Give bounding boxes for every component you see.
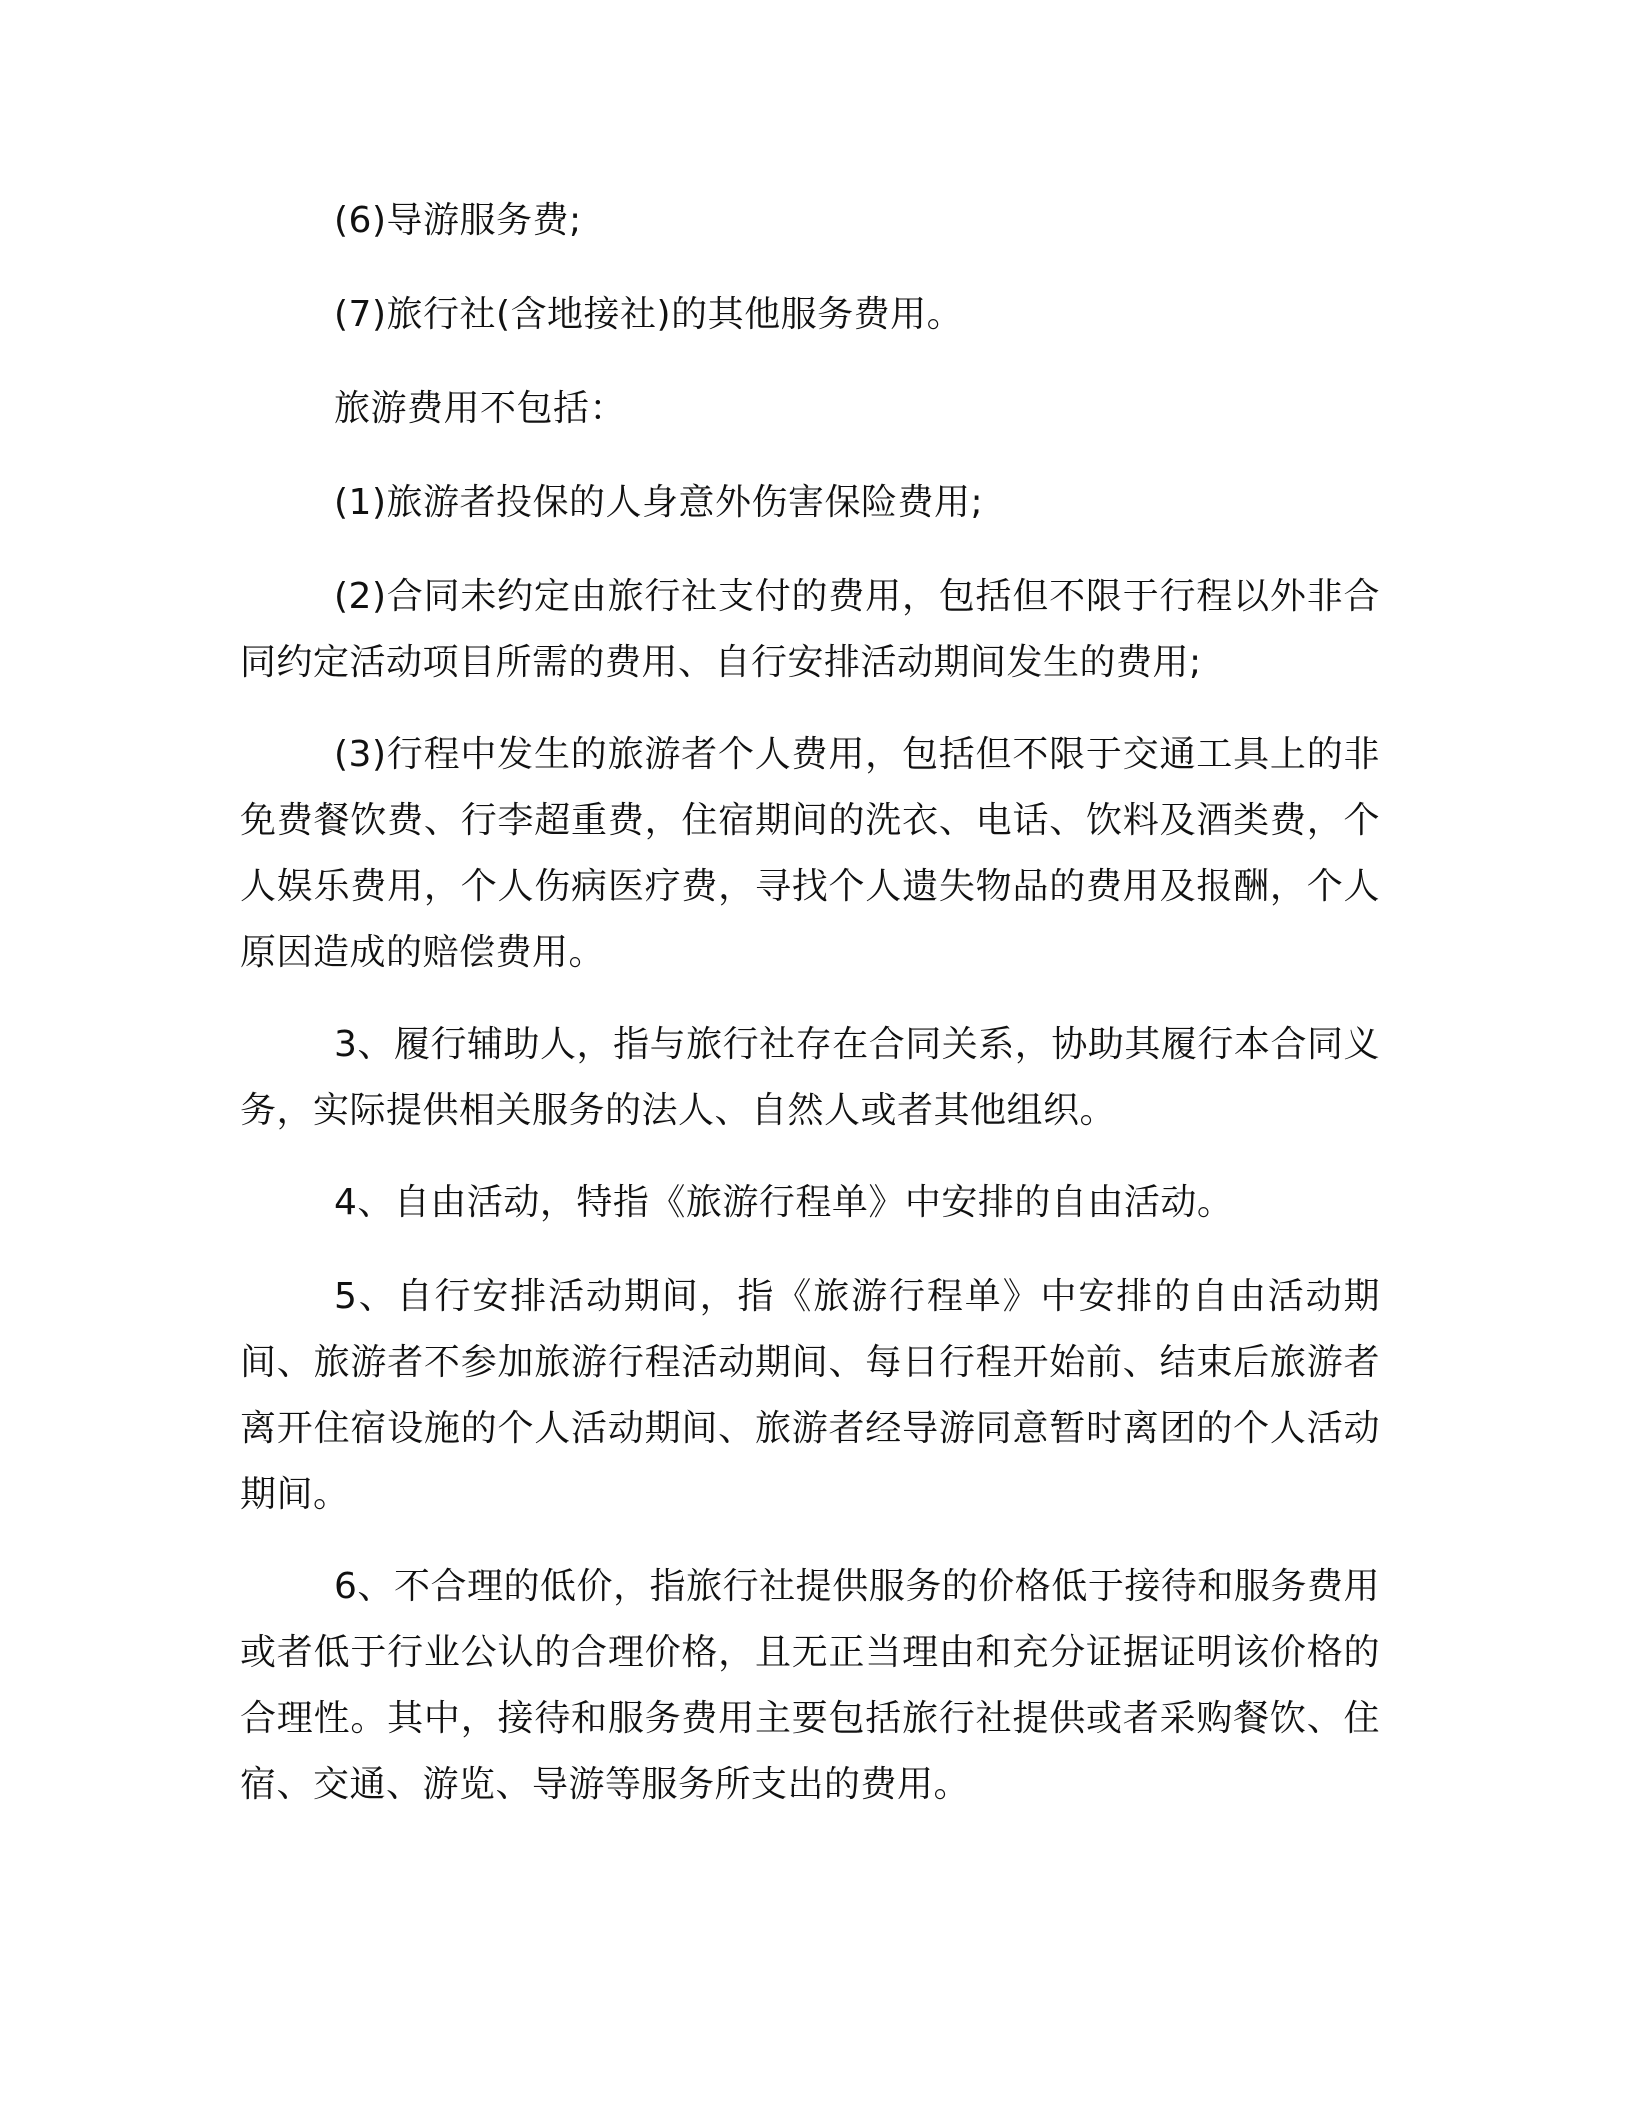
paragraph-exclusions-heading: 旅游费用不包括： [334, 388, 627, 429]
paragraph-definition-4-free-activity: 4、自由活动，特指《旅游行程单》中安排的自由活动。 [334, 1182, 1234, 1223]
paragraph-exclusion-3-personal-costs: (3)行程中发生的旅游者个人费用，包括但不限于交通工具上的非免费餐饮费、行李超重费，住宿期间的洗衣、电话、饮料及酒类费，个人娱乐费用，个人伤病医疗费，寻找个人遗失物品的费用及报酬，个人原因造成的赔偿费用。 [240, 734, 1380, 973]
paragraph-item-6-guide-fee: (6)导游服务费; [334, 200, 582, 241]
paragraph-definition-6-unreasonable-low-price: 6、不合理的低价，指旅行社提供服务的价格低于接待和服务费用或者低于行业公认的合理价格，且无正当理由和充分证据证明该价格的合理性。其中，接待和服务费用主要包括旅行社提供或者采购餐饮、住宿、交通、游览、导游等服务所支出的费用。 [240, 1566, 1380, 1805]
document-body [240, 188, 1380, 1844]
paragraph-exclusion-2-unagreed-costs: (2)合同未约定由旅行社支付的费用，包括但不限于行程以外非合同约定活动项目所需的费用、自行安排活动期间发生的费用; [240, 576, 1380, 683]
paragraph-definition-5-self-arranged-period: 5、自行安排活动期间，指《旅游行程单》中安排的自由活动期间、旅游者不参加旅游行程活动期间、每日行程开始前、结束后旅游者离开住宿设施的个人活动期间、旅游者经导游同意暂时离团的个人活动期间。 [240, 1276, 1380, 1515]
paragraph-exclusion-1-insurance: (1)旅游者投保的人身意外伤害保险费用; [334, 482, 984, 523]
paragraph-definition-3-assistant: 3、履行辅助人，指与旅行社存在合同关系，协助其履行本合同义务，实际提供相关服务的法人、自然人或者其他组织。 [240, 1024, 1380, 1131]
paragraph-item-7-other-service-fees: (7)旅行社(含地接社)的其他服务费用。 [334, 294, 964, 335]
